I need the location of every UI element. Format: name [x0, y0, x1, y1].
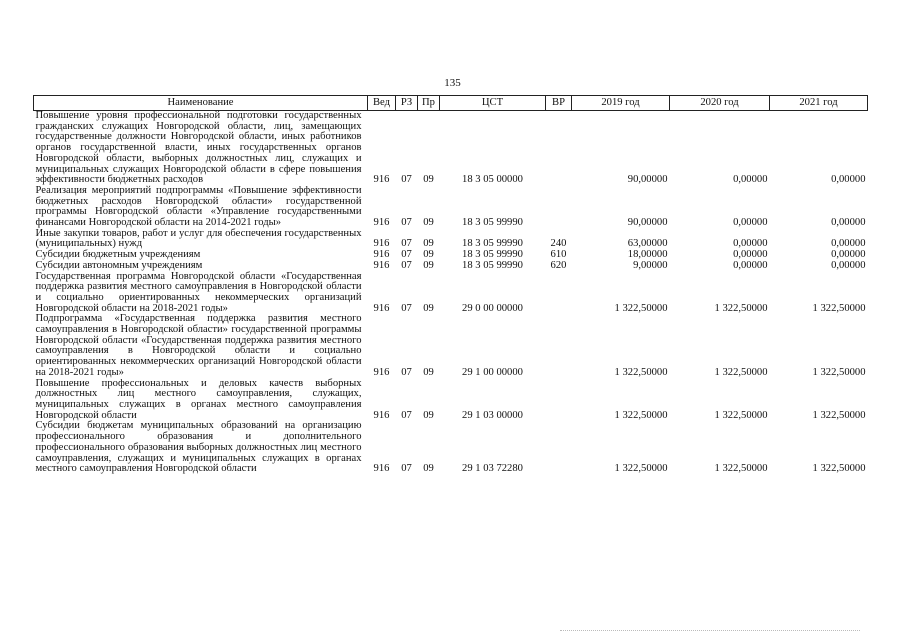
cell-pr: 09 [423, 238, 434, 250]
cell-rz: 07 [401, 463, 412, 475]
header-2020: 2020 год [670, 96, 770, 111]
cell-cst: 29 1 00 00000 [462, 366, 523, 378]
table-row [34, 229, 868, 250]
cell-2019: 1 322,50000 [614, 409, 668, 421]
cell-name: Субсидии бюджетам муниципальных образований на организацию профессионального образования и дополнительного профессионального образования выборных должностных лиц местного самоуправления, служащих и муниципальных служащих в органах местного самоуправления Новгородской области [35, 420, 362, 475]
cell-vr [546, 272, 572, 315]
cell-cst: 29 1 03 00000 [462, 409, 523, 421]
cell-2019: 1 322,50000 [614, 463, 668, 475]
cell-2020: 1 322,50000 [714, 463, 768, 475]
cell-2021: 1 322,50000 [812, 302, 866, 314]
cell-vr [546, 421, 572, 475]
cell-cst: 29 0 00 00000 [462, 302, 523, 314]
cell-rz: 07 [401, 302, 412, 314]
cell-rz: 07 [401, 174, 412, 186]
cell-cst: 18 3 05 99990 [462, 259, 523, 271]
cell-rz: 07 [401, 259, 412, 271]
cell-2021: 1 322,50000 [812, 366, 866, 378]
cell-ved: 916 [373, 238, 390, 250]
cell-2021: 0,00000 [831, 238, 866, 250]
cell-pr: 09 [423, 463, 434, 475]
cell-name: Субсидии автономным учреждениям [35, 259, 203, 271]
cell-pr: 09 [423, 366, 434, 378]
cell-2020: 1 322,50000 [714, 366, 768, 378]
cell-2019: 90,00000 [627, 217, 668, 229]
cell-2019: 18,00000 [627, 249, 668, 261]
table-row [34, 111, 868, 186]
budget-table [33, 95, 868, 475]
cell-rz: 07 [401, 409, 412, 421]
cell-ved: 916 [373, 409, 390, 421]
cell-vr: 620 [550, 259, 567, 271]
table-row [34, 186, 868, 229]
header-vr: ВР [546, 96, 572, 111]
header-2019: 2019 год [572, 96, 670, 111]
cell-2021: 1 322,50000 [812, 463, 866, 475]
cell-pr: 09 [423, 302, 434, 314]
cell-name: Субсидии бюджетным учреждениям [35, 249, 201, 261]
table-header-row [34, 96, 868, 111]
cell-vr: 240 [550, 238, 567, 250]
page-number: 135 [444, 77, 461, 89]
cell-vr [546, 186, 572, 229]
cell-rz: 07 [401, 249, 412, 261]
cell-2021: 0,00000 [831, 174, 866, 186]
cell-name: Иные закупки товаров, работ и услуг для обеспечения государственных (муниципальных) нужд [35, 227, 362, 250]
header-rz: РЗ [396, 96, 418, 111]
cell-pr: 09 [423, 249, 434, 261]
cell-2019: 90,00000 [627, 174, 668, 186]
header-pr: Пр [418, 96, 440, 111]
cell-cst: 29 1 03 72280 [462, 463, 523, 475]
cell-vr [546, 314, 572, 378]
cell-cst: 18 3 05 99990 [462, 238, 523, 250]
cell-ved: 916 [373, 463, 390, 475]
cell-2020: 0,00000 [733, 249, 768, 261]
cell-pr: 09 [423, 259, 434, 271]
cell-pr: 09 [423, 217, 434, 229]
cell-rz: 07 [401, 366, 412, 378]
cell-pr: 09 [423, 174, 434, 186]
cell-vr [546, 111, 572, 186]
scan-artifact [560, 630, 860, 634]
cell-2020: 1 322,50000 [714, 302, 768, 314]
header-name: Наименование [34, 96, 368, 111]
table-row [34, 272, 868, 315]
cell-name: Повышение профессиональных и деловых качеств выборных должностных лиц местного самоуправления, служащих, муниципальных служащих в органах местного самоуправления Новгородской области [35, 377, 362, 421]
cell-vr [546, 379, 572, 422]
cell-2020: 0,00000 [733, 259, 768, 271]
cell-rz: 07 [401, 238, 412, 250]
cell-2019: 1 322,50000 [614, 366, 668, 378]
header-2021: 2021 год [770, 96, 868, 111]
cell-2021: 1 322,50000 [812, 409, 866, 421]
cell-ved: 916 [373, 249, 390, 261]
cell-name: Подпрограмма «Государственная поддержка развития местного самоуправления в Новгородской области» государственной программы Новгородской области «Государственная поддержка развития местного самоуправления в Новгородской области и социально ориентированных некоммерческих организаций Новгородской области на 2018-2021 годы» [35, 313, 362, 378]
cell-ved: 916 [373, 217, 390, 229]
cell-name: Повышение уровня профессиональной подготовки государственных гражданских служащих Новгородской области, лиц, замещающих государственные должности Новгородской области, иных работников органов государственной власти, иных государственных органов Новгородской области, выборных должностных лиц, служащих и муниципальных служащих Новгородской области в сфере повышения эффективности бюджетных расходов [35, 110, 362, 186]
cell-ved: 916 [373, 259, 390, 271]
cell-ved: 916 [373, 366, 390, 378]
table-row [34, 379, 868, 422]
header-cst: ЦСТ [440, 96, 546, 111]
table-row [34, 261, 868, 272]
cell-cst: 18 3 05 99990 [462, 249, 523, 261]
table-row [34, 314, 868, 378]
cell-2020: 0,00000 [733, 238, 768, 250]
cell-rz: 07 [401, 217, 412, 229]
cell-name: Государственная программа Новгородской области «Государственная поддержка развития местного самоуправления в Новгородской области и социально ориентированных некоммерческих организаций Новгородской области на 2018-2021 годы» [35, 270, 362, 314]
cell-2019: 1 322,50000 [614, 302, 668, 314]
cell-pr: 09 [423, 409, 434, 421]
cell-2020: 1 322,50000 [714, 409, 768, 421]
cell-name: Реализация мероприятий подпрограммы «Повышение эффективности бюджетных расходов Новгородской области» государственной программы Новгородской области «Управление государственными финансами Новгородской области на 2014-2021 годы» [35, 184, 362, 229]
header-ved: Вед [368, 96, 396, 111]
cell-2021: 0,00000 [831, 217, 866, 229]
cell-2021: 0,00000 [831, 259, 866, 271]
cell-ved: 916 [373, 302, 390, 314]
cell-cst: 18 3 05 99990 [462, 217, 523, 229]
cell-cst: 18 3 05 00000 [462, 174, 523, 186]
cell-vr: 610 [550, 249, 567, 261]
cell-2019: 9,00000 [633, 259, 668, 271]
cell-2021: 0,00000 [831, 249, 866, 261]
cell-2020: 0,00000 [733, 217, 768, 229]
cell-2019: 63,00000 [627, 238, 668, 250]
cell-2020: 0,00000 [733, 174, 768, 186]
cell-ved: 916 [373, 174, 390, 186]
table-row [34, 421, 868, 475]
